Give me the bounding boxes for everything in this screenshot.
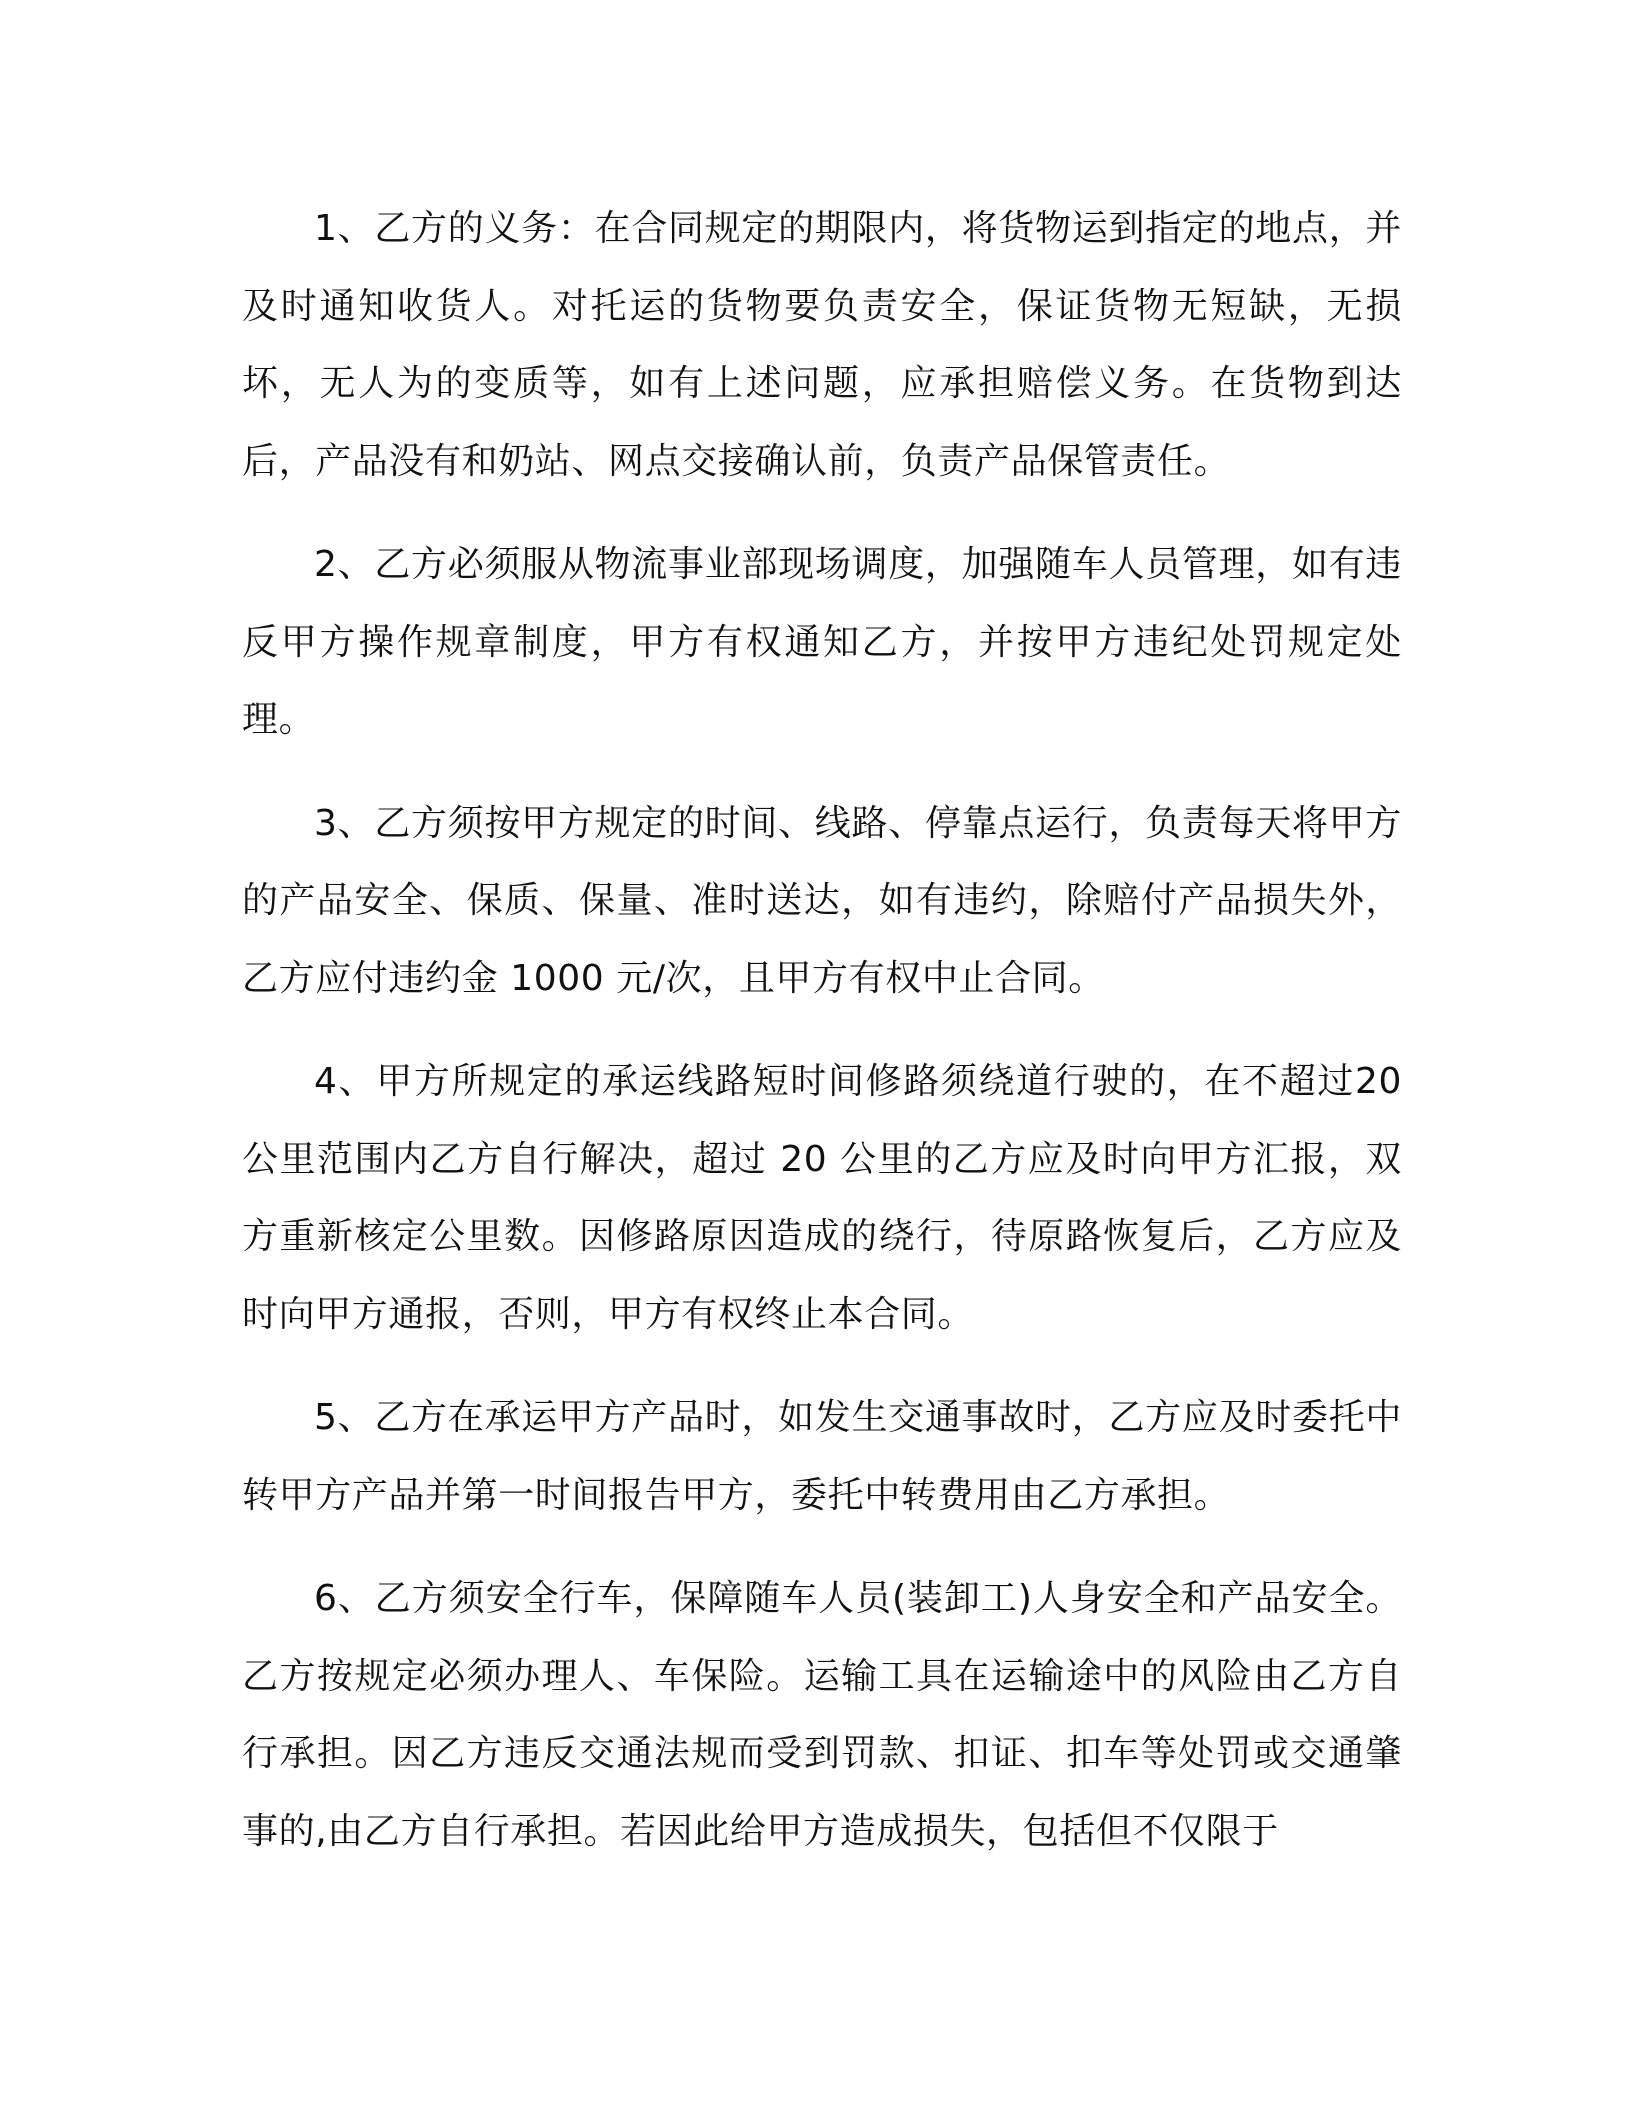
clause-6-paragraph: 6、乙方须安全行车，保障随车人员(装卸工)人身安全和产品安全。乙方按规定必须办理人、车保险。运输工具在运输途中的风险由乙方自行承担。因乙方违反交通法规而受到罚款、扣证、扣车等处罚或交通肇事的,由乙方自行承担。若因此给甲方造成损失，包括但不仅限于: [242, 1578, 1402, 1852]
clause-5-paragraph: 5、乙方在承运甲方产品时，如发生交通事故时，乙方应及时委托中转甲方产品并第一时间报告甲方，委托中转费用由乙方承担。: [242, 1397, 1402, 1516]
document-body: [242, 190, 1415, 1870]
clause-4-paragraph: 4、甲方所规定的承运线路短时间修路须绕道行驶的，在不超过20 公里范围内乙方自行解决，超过 20 公里的乙方应及时向甲方汇报，双方重新核定公里数。因修路原因造成的绕行，待原路恢复后，乙方应及时向甲方通报，否则，甲方有权终止本合同。: [242, 1061, 1415, 1335]
clause-1-paragraph: 1、乙方的义务：在合同规定的期限内，将货物运到指定的地点，并及时通知收货人。对托运的货物要负责安全，保证货物无短缺，无损坏，无人为的变质等，如有上述问题，应承担赔偿义务。在货物到达后，产品没有和奶站、网点交接确认前，负责产品保管责任。: [242, 208, 1402, 482]
clause-3-paragraph: 3、乙方须按甲方规定的时间、线路、停靠点运行，负责每天将甲方的产品安全、保质、保量、准时送达，如有违约，除赔付产品损失外，乙方应付违约金 1000 元/次，且甲方有权中止合同。: [242, 802, 1402, 999]
clause-2-paragraph: 2、乙方必须服从物流事业部现场调度，加强随车人员管理，如有违反甲方操作规章制度，甲方有权通知乙方，并按甲方违纪处罚规定处理。: [242, 544, 1402, 740]
